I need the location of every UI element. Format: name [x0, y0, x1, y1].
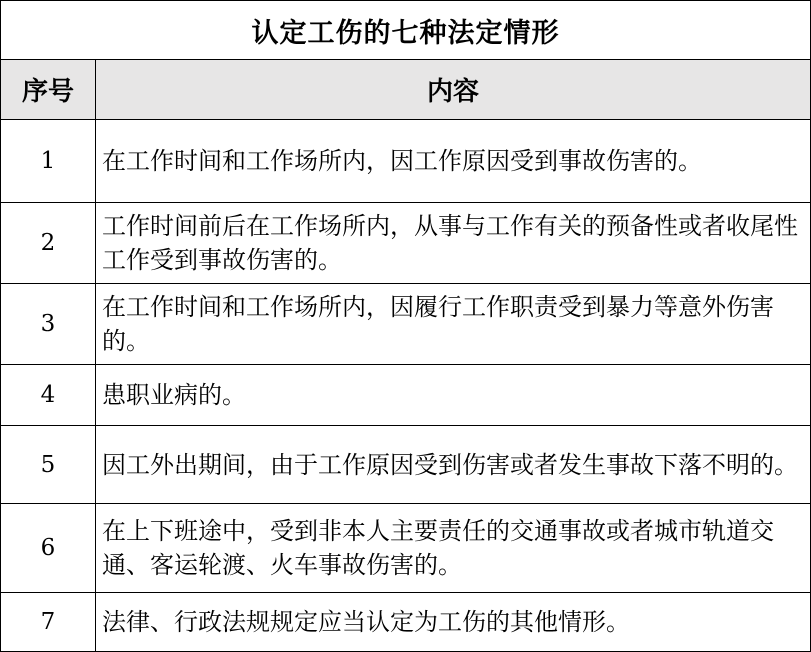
row-content: 法律、行政法规规定应当认定为工伤的其他情形。 [96, 593, 811, 652]
header-row [1, 60, 811, 120]
table-row [1, 593, 811, 652]
header-content: 内容 [96, 60, 811, 120]
table-row [1, 504, 811, 593]
header-no: 序号 [1, 60, 96, 120]
row-content: 因工外出期间，由于工作原因受到伤害或者发生事故下落不明的。 [96, 426, 811, 504]
row-number: 1 [1, 120, 96, 203]
table-row [1, 203, 811, 284]
row-number: 7 [1, 593, 96, 652]
row-number: 4 [1, 365, 96, 426]
table-row [1, 426, 811, 504]
table-row [1, 365, 811, 426]
row-content: 在上下班途中，受到非本人主要责任的交通事故或者城市轨道交通、客运轮渡、火车事故伤害的。 [96, 504, 811, 593]
title-row [1, 1, 811, 60]
table-row [1, 284, 811, 365]
row-content: 工作时间前后在工作场所内，从事与工作有关的预备性或者收尾性工作受到事故伤害的。 [96, 203, 811, 284]
row-content: 在工作时间和工作场所内，因履行工作职责受到暴力等意外伤害的。 [96, 284, 811, 365]
row-number: 3 [1, 284, 96, 365]
table-row [1, 120, 811, 203]
row-content: 患职业病的。 [96, 365, 811, 426]
row-number: 2 [1, 203, 96, 284]
table-title: 认定工伤的七种法定情形 [1, 1, 811, 60]
row-number: 6 [1, 504, 96, 593]
row-number: 5 [1, 426, 96, 504]
row-content: 在工作时间和工作场所内，因工作原因受到事故伤害的。 [96, 120, 811, 203]
